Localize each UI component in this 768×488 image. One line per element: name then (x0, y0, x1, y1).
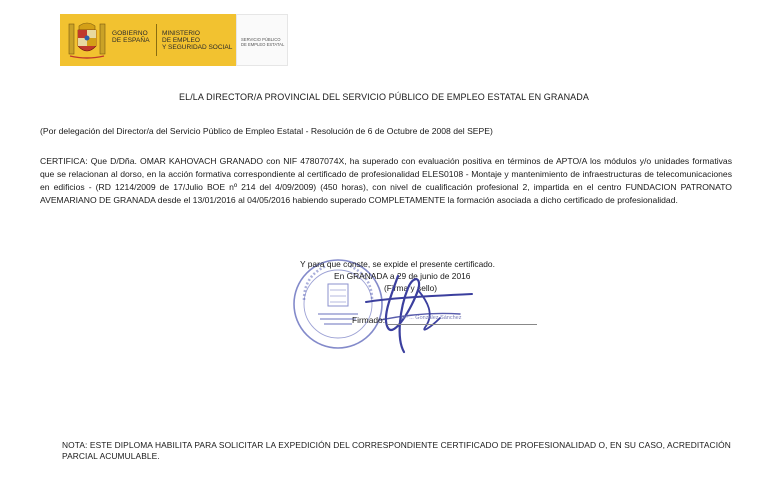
signer-name: Mª ... González Sánchez (401, 315, 462, 321)
signature-caption: (Firma y sello) (384, 283, 438, 293)
logo-divider (156, 24, 157, 56)
certification-text: CERTIFICA: Que D/Dña. OMAR KAHOVACH GRANADO con NIF 47807074X, ha superado con evaluación positiva en términos de APTO/A los módulos y/o unidades formativas que se relacionan al dorso, en la acción formativa correspondiente al certificado de profesionalidad ELES0108 - Montaje y mantenimiento de infraestructuras de telecomunicaciones en edificios - (RD 1214/2009 de 17/Julio BOE nº 214 del 4/09/2009) (450 horas), con nivel de cualificación profesional 2, impartida en el centro FUNDACION PATRONATO AVEMARIANO DE GRANADA desde el 13/01/2016 al 04/05/2016 habiendo superado COMPLETAMENTE la formación asociada a dicho certificado de profesionalidad. (40, 156, 732, 205)
footer-note: NOTA: ESTE DIPLOMA HABILITA PARA SOLICITAR LA EXPEDICIÓN DEL CORRESPONDIENTE CERTIFICADO DE PROFESIONALIDAD O, EN SU CASO, ACREDITACIÓN PARCIAL ACUMULABLE. (62, 440, 731, 461)
closing-statement: Y para que conste, se expide el presente certificado. (300, 259, 495, 269)
document-title: EL/LA DIRECTOR/A PROVINCIAL DEL SERVICIO PÚBLICO DE EMPLEO ESTATAL EN GRANADA (179, 92, 589, 102)
letterhead (60, 14, 288, 66)
signature-line (387, 314, 537, 325)
ministry-logo-block (60, 14, 236, 66)
ministerio-label: MINISTERIO DE EMPLEO Y SEGURIDAD SOCIAL (162, 30, 233, 51)
sepe-label: SERVICIO PÚBLICO DE EMPLEO ESTATAL (241, 37, 285, 47)
handwritten-signature-icon (360, 268, 480, 358)
gobierno-label: GOBIERNO DE ESPAÑA (112, 30, 150, 44)
coat-of-arms-icon (66, 18, 108, 62)
firmado-label: Firmado: (352, 315, 386, 325)
sepe-logo-block (236, 14, 288, 66)
delegation-note: (Por delegación del Director/a del Servicio Público de Empleo Estatal - Resolución de 6 de Octubre de 2008 del SEPE) (40, 126, 493, 136)
place-date: En GRANADA a 29 de junio de 2016 (334, 271, 471, 281)
signed-by-row (352, 314, 537, 325)
